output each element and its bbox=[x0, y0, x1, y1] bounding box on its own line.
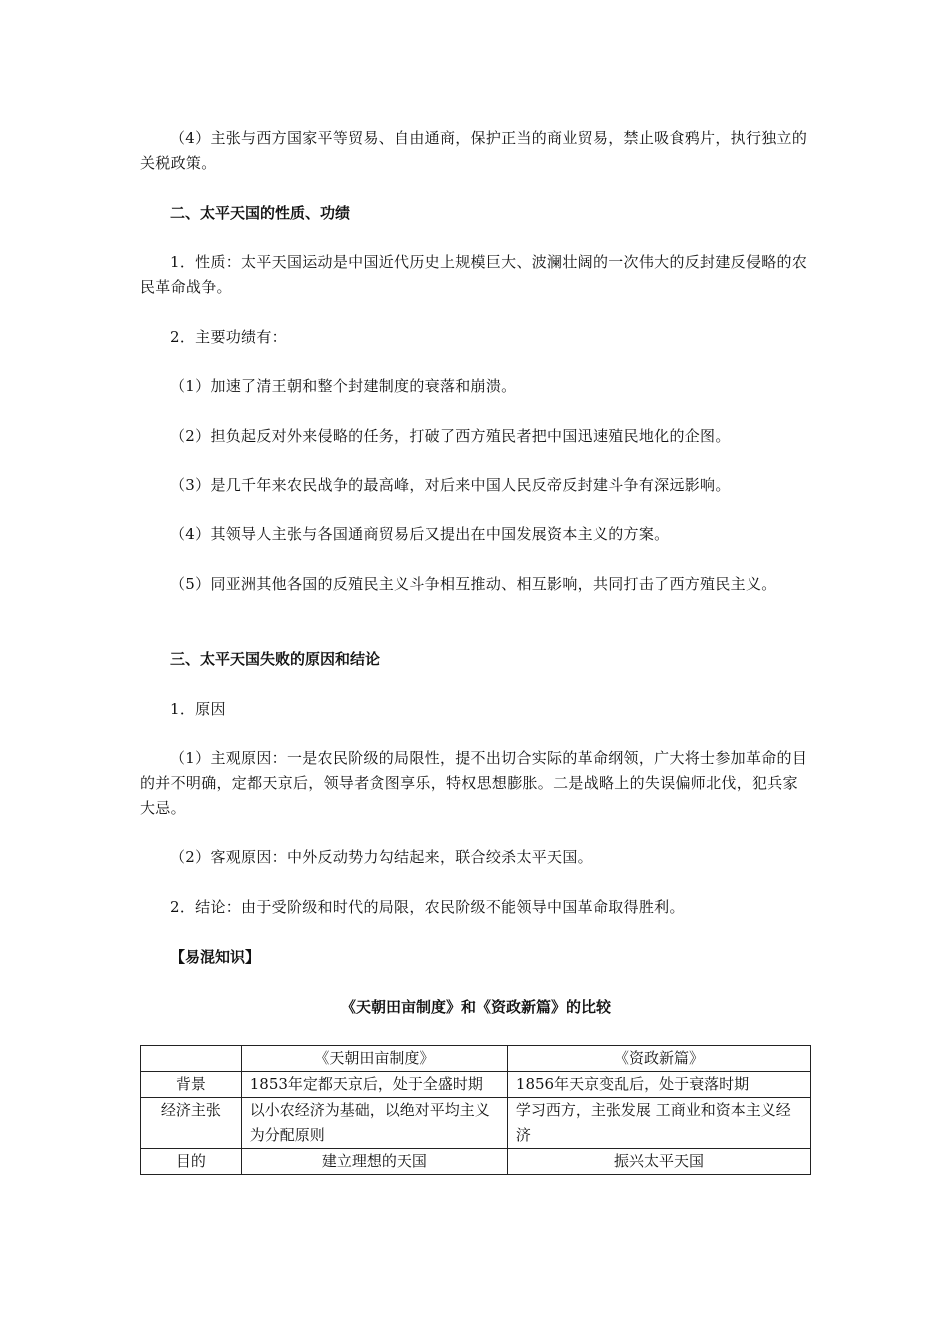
cell-zizheng: 振兴太平天国 bbox=[507, 1149, 810, 1175]
row-label: 目的 bbox=[141, 1149, 242, 1175]
table-row bbox=[141, 1072, 811, 1098]
achievement-1: （1）加速了清王朝和整个封建制度的衰落和崩溃。 bbox=[170, 377, 517, 395]
achievement-2: （2）担负起反对外来侵略的任务，打破了西方殖民者把中国迅速殖民地化的企图。 bbox=[170, 427, 731, 445]
table-header-row bbox=[141, 1046, 811, 1072]
paragraph-subjective-cause: （1）主观原因：一是农民阶级的局限性，提不出切合实际的革命纲领，广大将士参加革命的目的并不明确，定都天京后，领导者贪图享乐，特权思想膨胀。二是战略上的失误偏师北伐，犯兵家大忌。 bbox=[140, 749, 808, 817]
table-row bbox=[141, 1098, 811, 1149]
paragraph-objective-cause: （2）客观原因：中外反动势力勾结起来，联合绞杀太平天国。 bbox=[170, 848, 593, 866]
paragraph-achievements-intro: 2．主要功绩有： bbox=[170, 328, 287, 346]
row-label: 背景 bbox=[141, 1072, 242, 1098]
paragraph-trade-policy: （4）主张与西方国家平等贸易、自由通商，保护正当的商业贸易，禁止吸食鸦片，执行独立的关税政策。 bbox=[140, 129, 808, 172]
table-row bbox=[141, 1149, 811, 1175]
row-label: 经济主张 bbox=[141, 1098, 242, 1149]
cell-tianchao: 建立理想的天国 bbox=[241, 1149, 507, 1175]
header-cell-empty bbox=[141, 1046, 242, 1072]
achievement-5: （5）同亚洲其他各国的反殖民主义斗争相互推动、相互影响，共同打击了西方殖民主义。 bbox=[170, 575, 777, 593]
paragraph-conclusion: 2．结论：由于受阶级和时代的局限，农民阶级不能领导中国革命取得胜利。 bbox=[170, 898, 685, 916]
cell-tianchao: 1853年定都天京后，处于全盛时期 bbox=[241, 1072, 507, 1098]
achievement-3: （3）是几千年来农民战争的最高峰，对后来中国人民反帝反封建斗争有深远影响。 bbox=[170, 476, 731, 494]
paragraph-nature: 1．性质：太平天国运动是中国近代历史上规模巨大、波澜壮阔的一次伟大的反封建反侵略的农民革命战争。 bbox=[140, 253, 808, 296]
confusing-knowledge-heading: 【易混知识】 bbox=[170, 948, 261, 966]
section-heading-nature: 二、太平天国的性质、功绩 bbox=[170, 204, 351, 222]
header-cell-tianchao: 《天朝田亩制度》 bbox=[241, 1046, 507, 1072]
achievement-4: （4）其领导人主张与各国通商贸易后又提出在中国发展资本主义的方案。 bbox=[170, 525, 670, 543]
cell-tianchao: 以小农经济为基础，以绝对平均主义为分配原则 bbox=[241, 1098, 507, 1149]
section-heading-failure: 三、太平天国失败的原因和结论 bbox=[170, 650, 381, 668]
paragraph-causes-intro: 1．原因 bbox=[170, 700, 226, 718]
header-cell-zizheng: 《资政新篇》 bbox=[507, 1046, 810, 1072]
table-caption: 《天朝田亩制度》和《资政新篇》的比较 bbox=[340, 998, 611, 1016]
comparison-table bbox=[140, 1045, 811, 1175]
cell-zizheng: 1856年天京变乱后，处于衰落时期 bbox=[507, 1072, 810, 1098]
cell-zizheng: 学习西方，主张发展 工商业和资本主义经济 bbox=[507, 1098, 810, 1149]
